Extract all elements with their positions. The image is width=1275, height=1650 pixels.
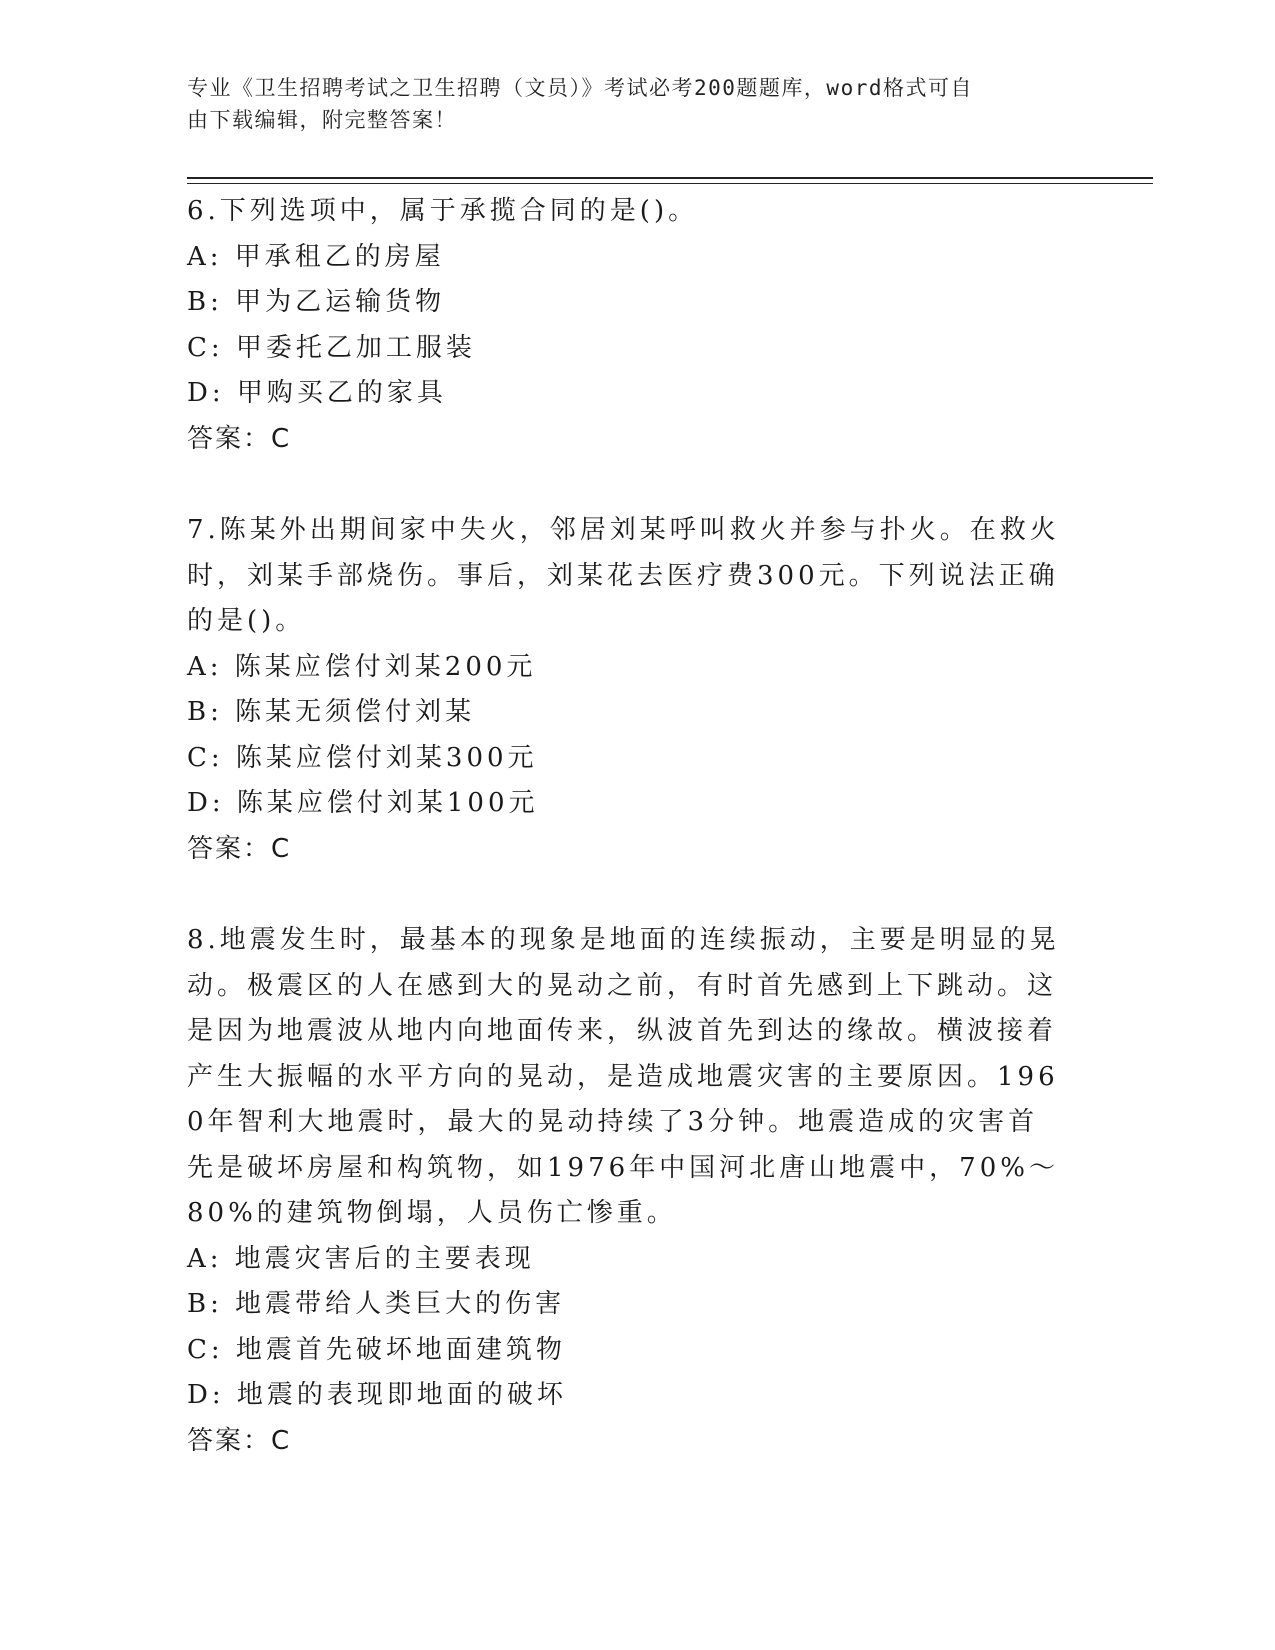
question-list [187,189,1067,1510]
option-a: A: 陈某应偿付刘某200元 [187,651,537,682]
header-line-2: 由下载编辑，附完整答案！ [187,108,457,132]
question-7 [187,508,1067,872]
option-b: B: 甲为乙运输货物 [187,287,446,317]
option-a: A: 地震灾害后的主要表现 [187,1243,535,1274]
answer-label: 答案：C [187,833,292,864]
question-stem: 6.下列选项中，属于承揽合同的是()。 [187,196,699,226]
question-stem: 7.陈某外出期间家中失火，邻居刘某呼叫救火并参与扑火。在救火时，刘某手部烧伤。事后，刘某花去医疗费300元。下列说法正确的是()。 [187,515,1060,636]
header-divider-thick [187,177,1153,179]
option-d: D: 陈某应偿付刘某100元 [187,788,539,818]
option-d: D: 地震的表现即地面的破坏 [187,1380,567,1410]
option-a: A: 甲承租乙的房屋 [187,241,445,272]
question-stem: 8.地震发生时，最基本的现象是地面的连续振动，主要是明显的晃动。极震区的人在感到大的晃动之前，有时首先感到上下跳动。这是因为地震波从地内向地面传来，纵波首先到达的缘故。横波接着产生大振幅的水平方向的晃动，是造成地震灾害的主要原因。1960年智利大地震时，最大的晃动持续了3分钟。地震造成的灾害首先是破坏房屋和构筑物，如1976年中国河北唐山地震中，70%～80%的建筑物倒塌，人员伤亡惨重。 [187,925,1060,1228]
option-b: B: 地震带给人类巨大的伤害 [187,1289,566,1319]
answer-label: 答案：C [187,423,292,454]
header-divider-thin [187,183,1153,184]
question-6 [187,189,1067,462]
answer-label: 答案：C [187,1425,292,1456]
option-c: C: 陈某应偿付刘某300元 [187,742,538,773]
option-d: D: 甲购买乙的家具 [187,378,447,408]
option-c: C: 甲委托乙加工服装 [187,332,476,363]
question-8 [187,918,1067,1464]
option-b: B: 陈某无须偿付刘某 [187,697,476,727]
header-line-1: 专业《卫生招聘考试之卫生招聘（文员）》考试必考200题题库，word格式可自 [187,76,973,100]
document-header [187,72,1067,136]
option-c: C: 地震首先破坏地面建筑物 [187,1334,566,1365]
